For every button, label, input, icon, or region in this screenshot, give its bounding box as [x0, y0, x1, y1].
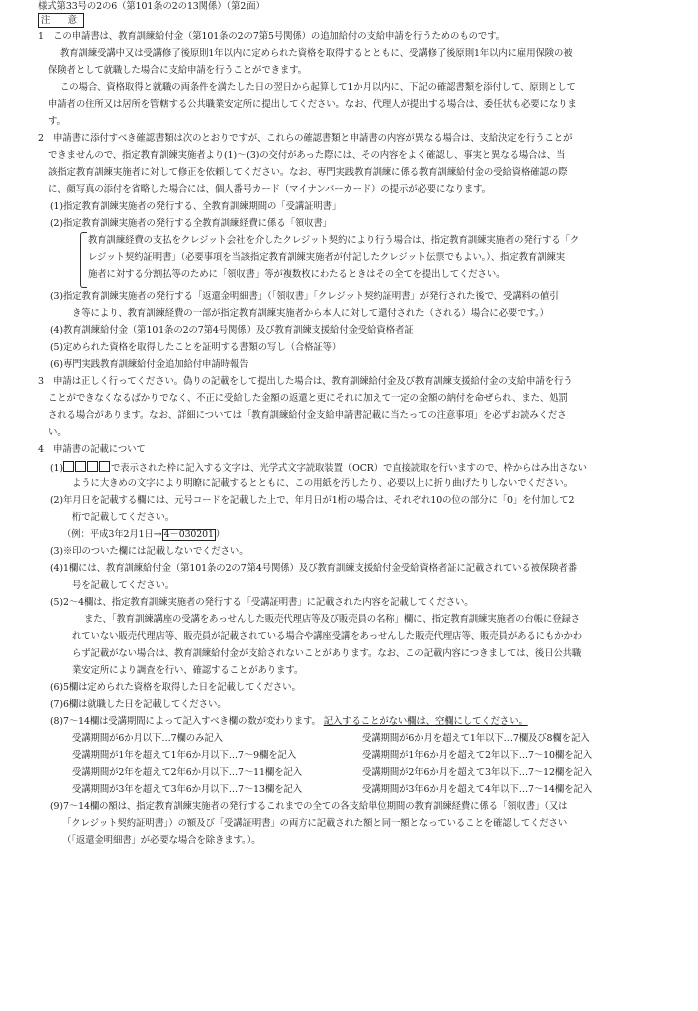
- ocr-box-icon: [63, 463, 111, 474]
- period-cell: 受講期間が3年を超えて3年6か月以下…7～13欄を記入: [72, 784, 302, 795]
- emphasis-text: 記入することがない欄は、空欄にしてください。: [323, 716, 528, 727]
- list-item: (5)2～4欄は、指定教育訓練実施者の発行する「受講証明書」に記載された内容を記載してください。: [50, 597, 474, 608]
- text-line: レジット契約証明書」（必要事項を当該指定教育訓練実施者が付記したクレジット伝票でもよい。）、指定教育訓練実: [88, 252, 566, 263]
- list-item: (5)定められた資格を取得したことを証明する書類の写し（合格証等）: [50, 342, 342, 353]
- period-cell: 受講期間が1年を超えて1年6か月以下…7～9欄を記入: [72, 750, 297, 761]
- example-close: ）: [215, 529, 226, 540]
- period-cell: 受講期間が1年6か月を超えて2年以下…7～10欄を記入: [362, 750, 592, 761]
- text-line: 該指定教育訓練実施者に対して修正を依頼してください。なお、専門実践教育訓練に係る教育訓練給付金の受給資格確認の際: [48, 167, 568, 178]
- text-line: この場合、資格取得と就職の両条件を満たした日の翌日から起算して1か月以内に、下記の確認書類を添付して、原則として: [60, 82, 576, 93]
- list-item: (1)指定教育訓練実施者の発行する、全教育訓練期間の「受講証明書」: [50, 201, 342, 212]
- list-item: (2)指定教育訓練実施者の発行する全教育訓練経費に係る「領収書」: [50, 218, 332, 229]
- list-item: (6)5欄は定められた資格を取得した日を記載してください。: [50, 682, 301, 693]
- example-line: [62, 529, 225, 541]
- text-line: ように大きめの文字により明瞭に記載するとともに、この用紙を汚したり、必要以上に折り曲げたりしないでください。: [72, 478, 573, 489]
- list-item: [50, 461, 587, 475]
- text-line: 申請者の住所又は居所を管轄する公共職業安定所に提出してください。なお、代理人が提出する場合は、委任状も必要になりま: [48, 99, 577, 110]
- list-item: (3)※印のついた欄には記載しないでください。: [50, 546, 249, 557]
- text-line: 1 この申請書は、教育訓練給付金（第101条の2の7第5号関係）の追加給付の支給申請を行うためのものです。: [38, 31, 505, 42]
- period-cell: 受講期間が2年6か月を超えて3年以下…7～12欄を記入: [362, 767, 592, 778]
- text-line: す。: [48, 116, 66, 127]
- text-line: できませんので、指定教育訓練実施者より(1)～(3)の交付があった際には、その内容をよく確認し、事実と異なる場合は、当: [48, 150, 566, 161]
- text-line: れていない販売代理店等、販売員が記載されている場合や講座受講をあっせんした販売代理店等、販売員があるにもかかわ: [72, 631, 583, 642]
- text-line: 「クレジット契約証明書」）の額及び「受講証明書」の両方に記載された額と同一額となっていることを確認してください: [62, 818, 568, 829]
- list-item: [50, 716, 528, 728]
- list-item: (4)1欄には、教育訓練給付金（第101条の2の7第4号関係）及び教育訓練支援給付金受給資格者証に記載されている被保険者番: [50, 563, 578, 574]
- item-number: (1): [50, 463, 63, 474]
- period-cell: 受講期間が6か月を超えて1年以下…7欄及び8欄を記入: [362, 733, 590, 744]
- period-cell: 受講期間が2年を超えて2年6か月以下…7～11欄を記入: [72, 767, 302, 778]
- list-item-text: で表示された枠に記入する文字は、光学式文字読取装置（OCR）で直接読取を行いますので、枠からはみ出さない: [110, 463, 587, 474]
- list-item: (6)専門実践教育訓練給付金追加給付申請時報告: [50, 359, 249, 370]
- notice-label: 注 意: [38, 13, 84, 28]
- text-line: 桁で記載してください。: [72, 512, 175, 523]
- text-line: 2 申請書に添付すべき確認書類は次のとおりですが、これらの確認書類と申請書の内容が異なる場合は、支給決定を行うことが: [38, 133, 573, 144]
- period-cell: 受講期間が3年6か月を超えて4年以下…7～14欄を記入: [362, 784, 592, 795]
- text-line: 号を記載してください。: [72, 580, 175, 591]
- text-line: 保険者として就職した場合に支給申請を行うことができます。: [48, 65, 307, 76]
- text-line: 施者に対する分割払等のために「領収書」等が複数枚にわたるときはその全てを提出してください。: [88, 269, 506, 280]
- text-line: き等により、教育訓練経費の一部が指定教育訓練実施者から本人に対して還付された（される）場合に必要です。）: [72, 308, 549, 319]
- text-line: また、「教育訓練講座の受講をあっせんした販売代理店等及び販売員の名称」欄に、指定教育訓練実施者の台帳に登録さ: [84, 614, 581, 625]
- text-line: ことができなくなるばかりでなく、不正に受給した金額の返還と更にそれに加えて一定の金額の納付を命ぜられ、また、処罰: [48, 393, 568, 404]
- list-item-text: (8)7～14欄は受講期間によって記入すべき欄の数が変わります。: [50, 716, 321, 727]
- text-line: （「返還金明細書」が必要な場合を除きます。）。: [62, 835, 261, 846]
- text-line: い。: [48, 427, 67, 438]
- section-heading: 4 申請書の記載について: [38, 444, 146, 455]
- text-line: 3 申請は正しく行ってください。偽りの記載をして提出した場合は、教育訓練給付金及び教育訓練支援給付金の支給申請を行う: [38, 376, 573, 387]
- list-item: (3)指定教育訓練実施者の発行する「返還金明細書」（「領収書」「クレジット契約証明書」が発行された後で、受講料の値引: [50, 291, 559, 302]
- list-item: (4)教育訓練給付金（第101条の2の7第4号関係）及び教育訓練支援給付金受給資格者証: [50, 325, 414, 336]
- text-line: 教育訓練経費の支払をクレジット会社を介したクレジット契約により行う場合は、指定教育訓練実施者の発行する「ク: [88, 235, 580, 246]
- list-item: (9)7～14欄の額は、指定教育訓練実施者の発行するこれまでの全ての各支給単位期間の教育訓練経費に係る「領収書」（又は: [50, 801, 568, 812]
- form-title: 様式第33号の2の6（第101条の2の13関係）（第2面）: [38, 1, 265, 12]
- text-line: らず記載がない場合は、教育訓練給付金が支給されないことがあります。なお、この記載内容につきましては、後日公共職: [72, 648, 582, 659]
- example-code: 4－030201: [163, 529, 214, 540]
- text-line: 業安定所により調査を行い、確認することがあります。: [72, 665, 304, 676]
- list-item: (7)6欄は就職した日を記載してください。: [50, 699, 227, 710]
- example-label: （例：平成3年2月1日→: [62, 529, 162, 540]
- bracket: [80, 232, 87, 288]
- list-item: (2)年月日を記載する欄には、元号コードを記載した上で、年月日が1桁の場合は、それぞれ10の位の部分に「0」を付加して2: [50, 495, 575, 506]
- text-line: される場合があります。なお、詳細については「教育訓練給付金支給申請書記載に当たっての注意事項」を必ずお読みくださ: [48, 410, 567, 421]
- text-line: に、顔写真の添付を省略した場合には、個人番号カード（マイナンバーカード）の提示が必要になります。: [48, 184, 491, 195]
- period-cell: 受講期間が6か月以下…7欄のみ記入: [72, 733, 223, 744]
- text-line: 教育訓練受講中又は受講修了後原則1年以内に定められた資格を取得するとともに、受講修了後原則1年以内に雇用保険の被: [60, 48, 573, 59]
